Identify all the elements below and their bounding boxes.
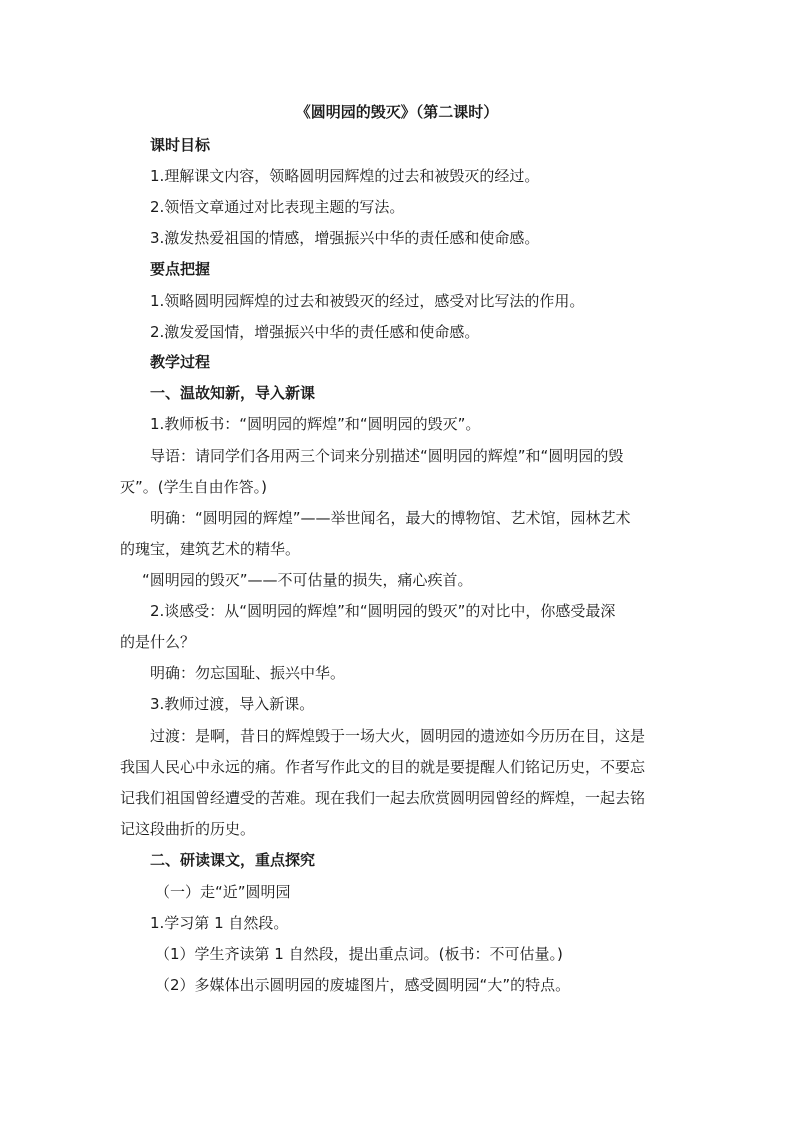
clarify-answer: 明确：勿忘国耻、振兴中华。 (150, 664, 346, 682)
study-substep-2: （2）多媒体出示圆明园的废墟图片，感受圆明园“大”的特点。 (155, 976, 571, 994)
intro-line-1: 导语：请同学们各用两三个词来分别描述“圆明园的辉煌”和“圆明园的毁 (150, 447, 624, 465)
heading-lesson-goals: 课时目标 (150, 136, 211, 154)
section-heading-1: 一、温故知新，导入新课 (150, 384, 316, 402)
clarify-line-1: 明确：“圆明园的辉煌”——举世闻名，最大的博物馆、艺术馆，园林艺术 (150, 509, 631, 527)
subsection-heading: （一）走“近”圆明园 (155, 883, 291, 901)
step-3-text: 3.教师过渡，导入新课。 (150, 695, 315, 713)
key-point-2: 2.激发爱国情，增强振兴中华的责任感和使命感。 (150, 323, 480, 341)
document-title: 《圆明园的毁灭》（第二课时） (295, 103, 499, 121)
goal-item-1: 1.理解课文内容，领略圆明园辉煌的过去和被毁灭的经过。 (150, 167, 540, 185)
study-step-1: 1.学习第 1 自然段。 (150, 914, 289, 932)
intro-line-2: 灭”。(学生自由作答。) (120, 478, 267, 496)
transition-line-4: 记这段曲折的历史。 (120, 820, 256, 838)
transition-line-2: 我国人民心中永远的痛。作者写作此文的目的就是要提醒人们铭记历史，不要忘 (120, 758, 646, 776)
goal-item-2: 2.领悟文章通过对比表现主题的写法。 (150, 198, 405, 216)
step-2-line-1: 2.谈感受：从“圆明园的辉煌”和“圆明园的毁灭”的对比中，你感受最深 (150, 602, 616, 620)
clarify-line-3: “圆明园的毁灭”——不可估量的损失，痛心疾首。 (142, 571, 473, 589)
key-point-1: 1.领略圆明园辉煌的过去和被毁灭的经过，感受对比写法的作用。 (150, 292, 585, 310)
transition-line-3: 记我们祖国曾经遭受的苦难。现在我们一起去欣赏圆明园曾经的辉煌，一起去铭 (120, 789, 646, 807)
transition-line-1: 过渡：是啊，昔日的辉煌毁于一场大火，圆明园的遗迹如今历历在目，这是 (150, 727, 646, 745)
heading-key-points: 要点把握 (150, 260, 211, 278)
step-2-line-2: 的是什么？ (120, 633, 196, 651)
heading-teaching-process: 教学过程 (150, 353, 211, 371)
goal-item-3: 3.激发热爱祖国的情感，增强振兴中华的责任感和使命感。 (150, 229, 540, 247)
section-heading-2: 二、研读课文，重点探究 (150, 851, 316, 869)
clarify-line-2: 的瑰宝，建筑艺术的精华。 (120, 540, 301, 558)
step-1-text: 1.教师板书：“圆明园的辉煌”和“圆明园的毁灭”。 (150, 415, 481, 433)
study-substep-1: （1）学生齐读第 1 自然段，提出重点词。(板书：不可估量。) (155, 945, 563, 963)
